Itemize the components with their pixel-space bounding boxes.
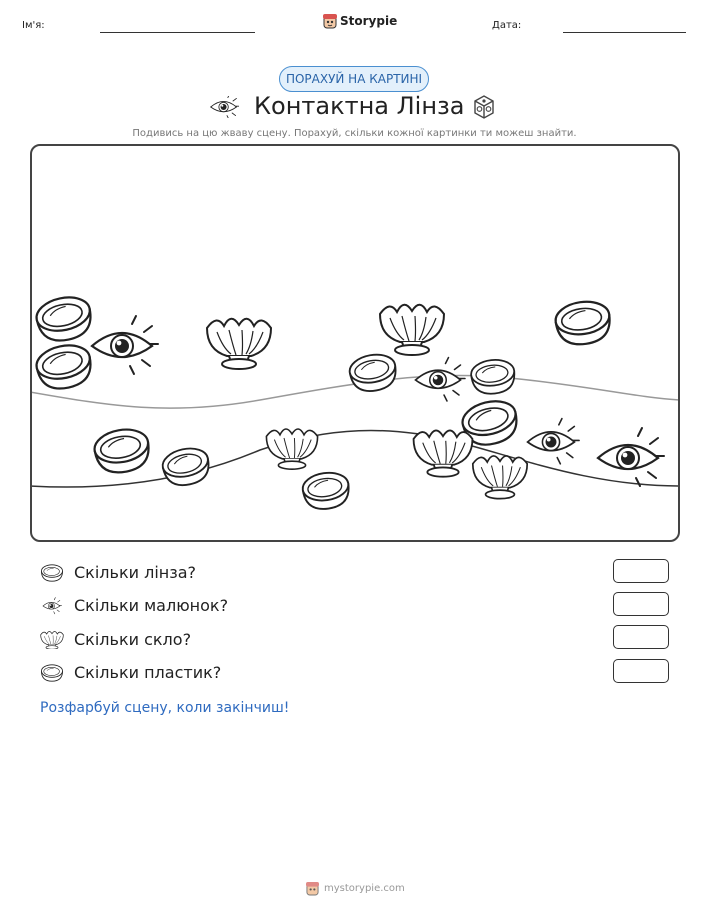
date-line[interactable]	[563, 32, 686, 33]
puzzle-cube-icon	[470, 93, 498, 121]
bowl-3	[266, 429, 317, 469]
date-label: Дата:	[492, 20, 522, 31]
question-plastic	[40, 663, 221, 682]
bowl-1	[207, 319, 271, 369]
site-url[interactable]: mystorypie.com	[324, 883, 405, 894]
answer-box-3[interactable]	[613, 625, 669, 649]
answer-box-2[interactable]	[613, 592, 669, 616]
eye-1	[92, 316, 158, 374]
question-text: Скільки малюнок?	[74, 596, 229, 615]
instructions: Подивись на цю жваву сцену. Порахуй, скільки кожної картинки ти можеш знайти.	[132, 128, 577, 139]
storypie-logo-icon	[323, 13, 337, 29]
page-title: Контактна Лінза	[254, 92, 465, 120]
brand-name: Storypie	[340, 14, 398, 28]
plastic-lens-icon	[40, 664, 64, 682]
question-eye	[40, 596, 228, 615]
answer-box-4[interactable]	[613, 659, 669, 683]
eye-icon	[209, 96, 239, 118]
bowl-4	[414, 430, 473, 476]
question-text: Скільки пластик?	[74, 663, 222, 682]
eye-4	[598, 428, 664, 486]
storypie-logo-icon	[306, 881, 319, 896]
lens-2	[33, 341, 95, 393]
coloring-note: Розфарбуй сцену, коли закінчиш!	[40, 700, 290, 716]
glass-bowl-icon	[40, 629, 64, 649]
eye-2	[416, 358, 466, 402]
lens-3	[553, 298, 612, 347]
lens-icon	[40, 564, 64, 582]
eye-3	[528, 419, 579, 464]
name-line[interactable]	[100, 32, 255, 33]
lens-1	[33, 293, 95, 345]
question-text: Скільки лінза?	[74, 563, 197, 582]
bowl-2	[380, 305, 444, 355]
activity-badge: ПОРАХУЙ НА КАРТИНІ	[279, 66, 429, 92]
lens-9	[301, 470, 351, 512]
lens-4	[347, 351, 398, 394]
eye-icon	[40, 597, 64, 615]
answer-box-1[interactable]	[613, 559, 669, 583]
name-label: Ім'я:	[22, 20, 45, 31]
footer-site	[306, 881, 405, 896]
question-glass	[40, 629, 191, 649]
lens-8	[160, 445, 212, 489]
brand-logo	[323, 13, 397, 29]
lens-5	[470, 358, 516, 396]
counting-scene	[30, 144, 680, 542]
bowl-5	[473, 456, 527, 499]
scene-illustration	[30, 144, 680, 542]
question-lens	[40, 563, 196, 582]
question-text: Скільки скло?	[74, 629, 192, 649]
lens-7	[92, 426, 152, 477]
